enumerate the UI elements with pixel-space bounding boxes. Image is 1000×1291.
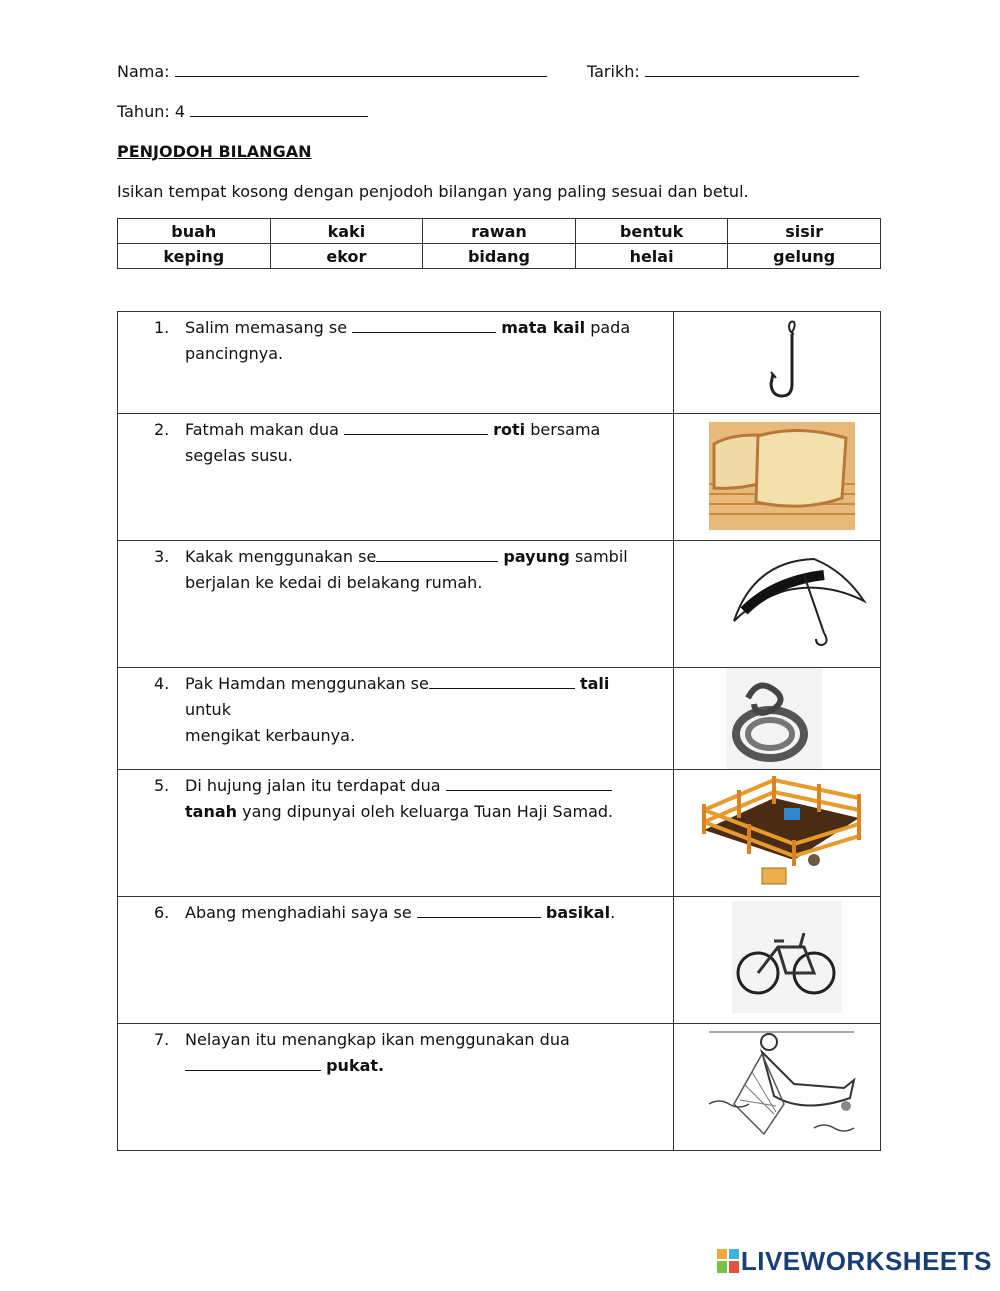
word-cell: sisir [728, 219, 881, 244]
question-text: . [610, 903, 616, 922]
question-noun: payung [503, 547, 570, 566]
umbrella-image [674, 541, 881, 668]
question-row [118, 770, 881, 897]
question-number: 7. [154, 1030, 170, 1049]
word-cell: bidang [423, 244, 576, 269]
word-cell: buah [118, 219, 271, 244]
word-cell: ekor [270, 244, 423, 269]
question-text: Fatmah makan dua [185, 420, 339, 439]
name-field-row [117, 59, 547, 85]
word-cell: keping [118, 244, 271, 269]
question-text: Di hujung jalan itu terdapat dua [185, 776, 441, 795]
liveworksheets-logo[interactable] [717, 1246, 992, 1277]
answer-blank-6[interactable] [417, 900, 541, 918]
question-text: segelas susu. [185, 446, 293, 465]
answer-blank-1[interactable] [352, 315, 496, 333]
question-number: 2. [154, 420, 170, 439]
question-text: bersama [530, 420, 601, 439]
word-cell: bentuk [575, 219, 728, 244]
word-cell: helai [575, 244, 728, 269]
question-noun: tali [579, 674, 610, 693]
question-text: untuk [185, 700, 231, 719]
question-noun: tanah [185, 802, 238, 821]
word-cell: gelung [728, 244, 881, 269]
year-label: Tahun: 4 [117, 102, 186, 121]
page-title: PENJODOH BILANGAN [117, 142, 312, 161]
question-text: Kakak menggunakan se [185, 547, 377, 566]
question-number: 6. [154, 903, 170, 922]
word-bank-table [117, 218, 881, 269]
word-bank-row [118, 244, 881, 269]
year-field-row [117, 99, 368, 125]
fishing-hook-image [674, 312, 881, 414]
bicycle-image [674, 897, 881, 1024]
question-row [118, 1024, 881, 1151]
date-input-line[interactable] [645, 60, 859, 77]
question-noun: basikal [545, 903, 611, 922]
name-label: Nama: [117, 62, 170, 81]
question-text: pada [590, 318, 631, 337]
question-text: Salim memasang se [185, 318, 348, 337]
name-input-line[interactable] [175, 60, 547, 77]
answer-blank-5[interactable] [446, 773, 612, 791]
question-text: pancingnya. [185, 344, 284, 363]
answer-blank-3[interactable] [376, 544, 498, 562]
question-number: 5. [154, 776, 170, 795]
answer-blank-4[interactable] [429, 671, 575, 689]
word-cell: kaki [270, 219, 423, 244]
question-row [118, 312, 881, 414]
question-row [118, 897, 881, 1024]
question-text: yang dipunyai oleh keluarga Tuan Haji Samad. [242, 802, 614, 821]
instruction-text: Isikan tempat kosong dengan penjodoh bilangan yang paling sesuai dan betul. [117, 182, 749, 201]
question-noun: roti [493, 420, 526, 439]
question-noun: mata kail [501, 318, 586, 337]
year-input-line[interactable] [190, 100, 368, 117]
question-number: 1. [154, 318, 170, 337]
fenced-land-image [674, 770, 881, 897]
question-text: sambil [574, 547, 628, 566]
liveworksheets-brand: LIVEWORKSHEETS [740, 1246, 992, 1276]
question-number: 4. [154, 674, 170, 693]
answer-blank-2[interactable] [344, 417, 488, 435]
question-text: Pak Hamdan menggunakan se [185, 674, 429, 693]
question-number: 3. [154, 547, 170, 566]
word-cell: rawan [423, 219, 576, 244]
fishing-net-image [674, 1024, 881, 1151]
question-text: Abang menghadiahi saya se [185, 903, 412, 922]
date-field-row [587, 59, 859, 85]
question-text: Nelayan itu menangkap ikan menggunakan dua [185, 1030, 570, 1049]
date-label: Tarikh: [587, 62, 640, 81]
answer-blank-7[interactable] [185, 1053, 321, 1071]
rope-coil-image [674, 668, 881, 770]
liveworksheets-icon [717, 1249, 741, 1275]
question-row [118, 414, 881, 541]
question-row [118, 541, 881, 668]
question-text: berjalan ke kedai di belakang rumah. [185, 573, 483, 592]
question-text: mengikat kerbaunya. [185, 726, 356, 745]
bread-slices-image [674, 414, 881, 541]
questions-table [117, 311, 881, 1151]
question-row [118, 668, 881, 770]
question-noun: pukat. [326, 1056, 385, 1075]
word-bank-row [118, 219, 881, 244]
